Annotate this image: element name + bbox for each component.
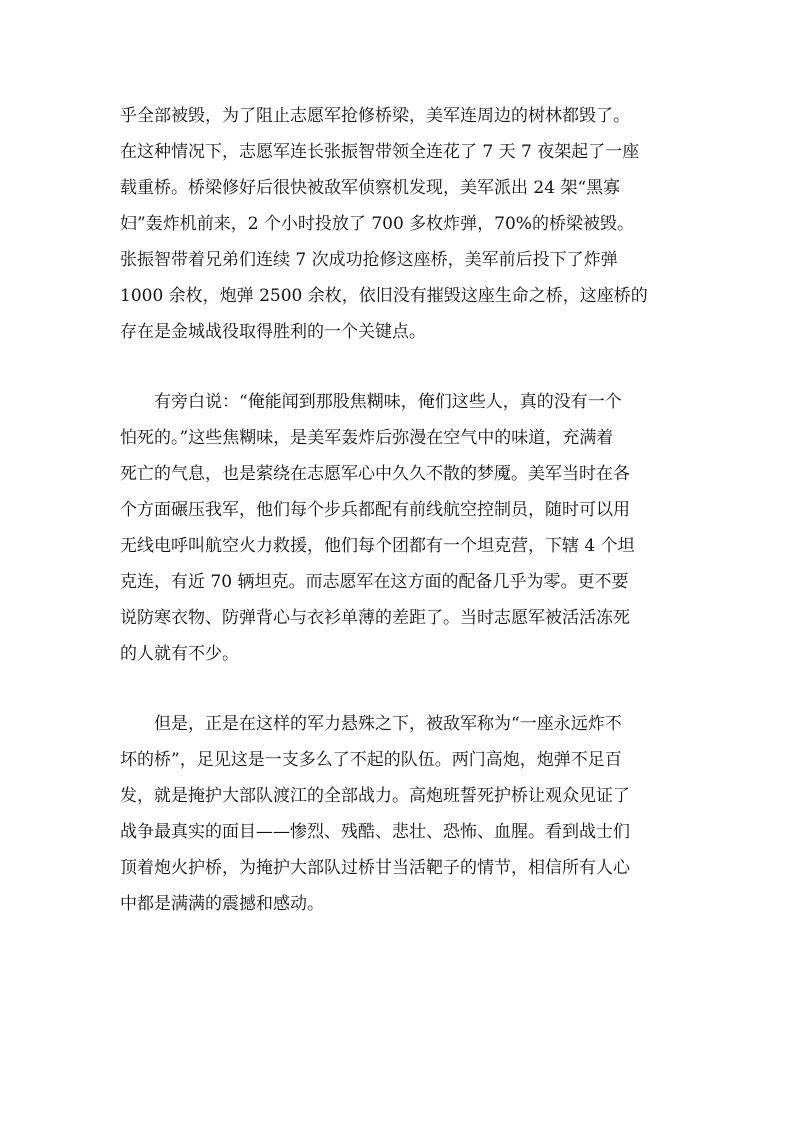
paragraph-line: 1000 余枚，炮弹 2500 余枚，依旧没有摧毁这座生命之桥，这座桥的: [120, 286, 648, 306]
paragraph-line: 但是，正是在这样的军力悬殊之下，被敌军称为“一座永远炸不: [154, 714, 622, 734]
paragraph-line: 死亡的气息，也是萦绕在志愿军心中久久不散的梦魇。美军当时在各: [120, 464, 630, 484]
paragraph-line: 发，就是掩护大部队渡江的全部战力。高炮班誓死护桥让观众见证了: [120, 786, 630, 806]
paragraph-line: 的人就有不少。: [120, 644, 239, 664]
paragraph-line: 乎全部被毁，为了阻止志愿军抢修桥梁，美军连周边的树林都毁了。: [120, 106, 630, 126]
paragraph-spacer: [120, 672, 686, 706]
paragraph-1: [120, 98, 686, 350]
paragraph-2: [120, 384, 686, 672]
paragraph-line: 有旁白说：“俺能闻到那股焦糊味，俺们这些人，真的没有一个: [154, 392, 622, 412]
paragraph-3: [120, 706, 686, 922]
paragraph-line: 怕死的。”这些焦糊味，是美军轰炸后弥漫在空气中的味道，充满着: [120, 428, 614, 448]
paragraph-line: 载重桥。桥梁修好后很快被敌军侦察机发现，美军派出 24 架“黑寡: [120, 178, 621, 198]
paragraph-line: 存在是金城战役取得胜利的一个关键点。: [120, 322, 426, 342]
paragraph-line: 顶着炮火护桥，为掩护大部队过桥甘当活靶子的情节，相信所有人心: [120, 858, 630, 878]
paragraph-line: 战争最真实的面目——惨烈、残酷、悲壮、恐怖、血腥。看到战士们: [120, 822, 630, 842]
paragraph-line: 妇”轰炸机前来，2 个小时投放了 700 多枚炸弹，70%的桥梁被毁。: [120, 214, 634, 234]
paragraph-line: 个方面碾压我军，他们每个步兵都配有前线航空控制员，随时可以用: [120, 500, 630, 520]
paragraph-line: 在这种情况下，志愿军连长张振智带领全连花了 7 天 7 夜架起了一座: [120, 142, 640, 162]
document-body: [120, 98, 686, 922]
paragraph-line: 中都是满满的震撼和感动。: [120, 894, 324, 914]
paragraph-line: 说防寒衣物、防弹背心与衣衫单薄的差距了。当时志愿军被活活冻死: [120, 608, 630, 628]
paragraph-line: 克连，有近 70 辆坦克。而志愿军在这方面的配备几乎为零。更不要: [120, 572, 629, 592]
paragraph-line: 坏的桥”，足见这是一支多么了不起的队伍。两门高炮，炮弹不足百: [120, 750, 622, 770]
paragraph-line: 无线电呼叫航空火力救援，他们每个团都有一个坦克营，下辖 4 个坦: [120, 536, 635, 556]
paragraph-spacer: [120, 350, 686, 384]
paragraph-line: 张振智带着兄弟们连续 7 次成功抢修这座桥，美军前后投下了炸弹: [120, 250, 618, 270]
